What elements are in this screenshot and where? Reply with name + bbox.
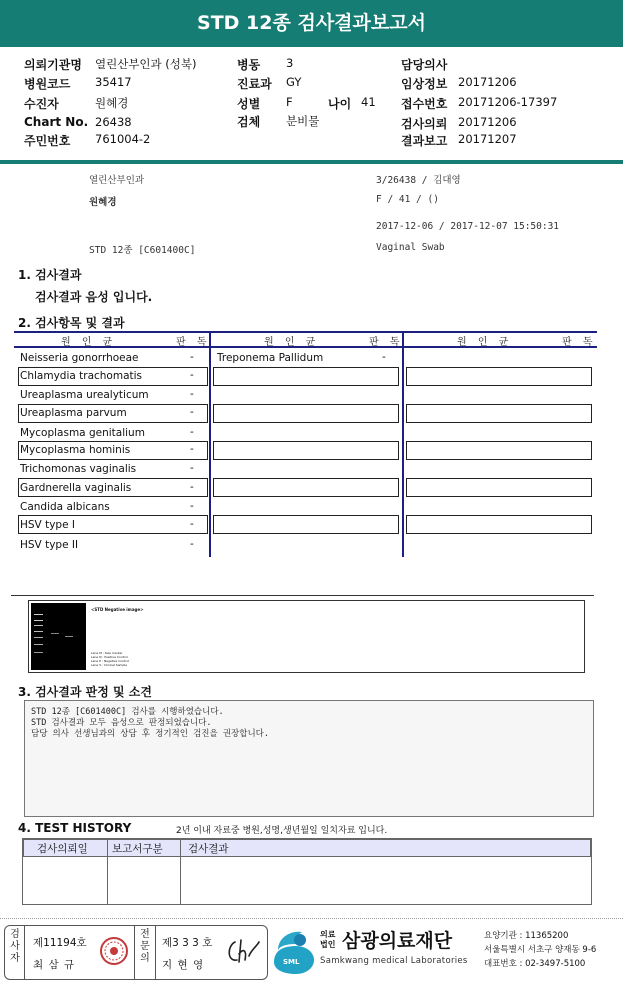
department-label: 진료과 <box>237 77 272 91</box>
report-date-label: 결과보고 <box>401 134 448 148</box>
request-date-label: 검사의뢰 <box>401 117 448 131</box>
table-row: Trichomonas vaginalis <box>20 463 137 475</box>
sml-logo-text: SML <box>283 958 300 966</box>
section3-title: 3. 검사결과 판정 및 소견 <box>18 685 152 699</box>
gel-band <box>65 636 73 637</box>
table-row-result: - <box>190 443 194 455</box>
history-divider <box>107 839 108 904</box>
footer-divider <box>134 926 135 979</box>
specimen-label: 검체 <box>237 115 261 129</box>
opinion-box <box>24 700 594 817</box>
table-row-result: - <box>190 406 194 418</box>
opinion-line: STD 12종 [C601400C] 검사를 시행하였습니다. <box>31 707 224 717</box>
empty-row-box <box>213 367 399 386</box>
history-divider <box>180 839 181 904</box>
ward-label: 병동 <box>237 58 261 72</box>
history-col-report-type: 보고서구분 <box>112 843 163 855</box>
gel-legend-item: Lane N : Positive Control <box>91 655 128 659</box>
patient-label: 수진자 <box>24 97 59 111</box>
signature-icon <box>223 936 263 968</box>
sub-sex-age: F / 41 / () <box>376 194 439 205</box>
table-row: Neisseria gonorrhoeae <box>20 352 139 364</box>
table-row: Gardnerella vaginalis <box>20 482 132 494</box>
specimen-value: 분비물 <box>286 114 320 128</box>
department-value: GY <box>286 75 302 89</box>
empty-row-box <box>406 515 592 534</box>
history-table <box>22 838 592 905</box>
empty-row-box <box>406 478 592 497</box>
org-name-en: Samkwang medical Laboratories <box>320 956 468 966</box>
empty-row-box <box>406 404 592 423</box>
header-pathogen-1: 원 인 균 <box>61 337 117 348</box>
empty-row-box <box>213 404 399 423</box>
gel-band <box>51 633 59 634</box>
gel-band <box>34 625 43 626</box>
gel-title: <STD Negative image> <box>91 607 144 612</box>
gel-top-rule <box>11 595 594 596</box>
history-col-request-date: 검사의뢰일 <box>37 843 88 855</box>
org-address: 서울특별시 서초구 양재동 9-6 <box>484 945 597 955</box>
header-result-1: 판 독 <box>176 337 211 348</box>
age-value: 41 <box>361 95 376 109</box>
empty-row-box <box>406 367 592 386</box>
gel-band <box>34 652 43 653</box>
signature-box <box>4 925 268 980</box>
gel-band <box>34 637 43 638</box>
gel-band <box>34 614 43 615</box>
hospital-code-value: 35417 <box>95 75 132 89</box>
sub-test-code: STD 12종 [C601400C] <box>89 245 196 256</box>
hospital-label: 의뢰기관명 <box>24 58 82 72</box>
table-row-result: - <box>190 369 194 381</box>
table-col-divider-1 <box>209 331 211 557</box>
resident-no-value: 761004-2 <box>95 132 151 146</box>
sub-dates: 2017-12-06 / 2017-12-07 15:50:31 <box>376 221 560 232</box>
specialist-no: 제3 3 3 호 <box>162 937 213 949</box>
table-row: Chlamydia trachomatis <box>20 370 143 382</box>
chart-no-value: 26438 <box>95 115 132 129</box>
header-pathogen-2: 원 인 균 <box>264 337 320 348</box>
sub-hospital: 열린산부인과 <box>89 175 145 186</box>
chart-no-label: Chart No. <box>24 115 89 129</box>
sub-chart-doctor: 3/26438 / 김대영 <box>376 175 461 186</box>
opinion-text <box>31 707 269 740</box>
history-note: 2년 이내 자료중 병원,성명,생년월일 일치자료 입니다. <box>176 826 388 836</box>
doctor-label: 담당의사 <box>401 58 448 72</box>
sex-label: 성별 <box>237 97 261 111</box>
table-row: HSV type II <box>20 539 79 551</box>
hospital-code-label: 병원코드 <box>24 77 71 91</box>
receipt-no-label: 접수번호 <box>401 97 448 111</box>
gel-band <box>34 631 43 632</box>
header-result-2: 판 독 <box>369 337 404 348</box>
report-date-value: 20171207 <box>458 132 517 146</box>
specialist-label: 전문의 <box>140 929 150 964</box>
org-name: 삼광의료재단 <box>342 930 453 952</box>
empty-row-box <box>213 441 399 460</box>
opinion-line: 담당 의사 선생님과의 상담 후 정기적인 검진을 권장합니다. <box>31 729 270 739</box>
table-row: HSV type I <box>20 519 75 531</box>
org-type-1: 의료 <box>320 930 336 939</box>
receipt-no-value: 20171206-17397 <box>458 95 558 109</box>
table-row-result: - <box>190 500 194 512</box>
examiner-label: 검사자 <box>10 929 20 964</box>
table-row: Mycoplasma hominis <box>20 444 131 456</box>
resident-no-label: 주민번호 <box>24 134 71 148</box>
sml-logo-icon <box>272 928 318 976</box>
table-row-result: - <box>190 481 194 493</box>
clinical-info-value: 20171206 <box>458 75 517 89</box>
opinion-line: STD 검사결과 모두 음성으로 판정되었습니다. <box>31 718 212 728</box>
results-table <box>14 331 597 557</box>
sex-value: F <box>286 95 293 109</box>
empty-row-box <box>213 515 399 534</box>
examiner-seal-icon <box>99 936 129 966</box>
header-pathogen-3: 원 인 균 <box>457 337 513 348</box>
empty-row-box <box>406 441 592 460</box>
table-row-result: - <box>382 351 386 363</box>
section1-result: 검사결과 음성 입니다. <box>35 290 153 304</box>
table-col-divider-2 <box>402 331 404 557</box>
ward-value: 3 <box>286 56 294 70</box>
table-row: Ureaplasma urealyticum <box>20 389 149 401</box>
gel-legend-item: Lane S : Clinical Sample <box>91 663 128 667</box>
patient-value: 원혜경 <box>95 96 129 110</box>
footer-divider <box>24 926 25 979</box>
report-title: STD 12종 검사결과보고서 <box>0 0 623 47</box>
table-row-result: - <box>190 351 194 363</box>
examiner-name: 최 삼 규 <box>33 959 76 971</box>
history-header-row <box>23 839 591 857</box>
table-row-result: - <box>190 388 194 400</box>
gel-band <box>34 620 43 621</box>
header-result-3: 판 독 <box>562 337 597 348</box>
gel-legend-item: Lane M : Size marker <box>91 651 123 655</box>
gel-legend <box>91 651 129 667</box>
examiner-no: 제11194호 <box>33 937 87 949</box>
specialist-name: 지 현 영 <box>162 959 205 971</box>
history-col-result: 검사결과 <box>188 843 229 855</box>
table-row-result: - <box>190 518 194 530</box>
table-row-result: - <box>190 462 194 474</box>
facility-no: 요양기관 : 11365200 <box>484 931 569 941</box>
sub-specimen: Vaginal Swab <box>376 242 445 253</box>
table-row: Ureaplasma parvum <box>20 407 127 419</box>
patient-header <box>0 47 623 160</box>
section4-title: 4. TEST HISTORY <box>18 821 132 835</box>
gel-image <box>31 603 86 670</box>
table-row: Mycoplasma genitalium <box>20 427 145 439</box>
gel-frame <box>28 600 585 673</box>
footer-rule <box>0 918 623 919</box>
table-row-result: - <box>190 538 194 550</box>
table-row: Candida albicans <box>20 501 110 513</box>
empty-row-box <box>213 478 399 497</box>
sub-patient: 원혜경 <box>89 197 117 208</box>
request-date-value: 20171206 <box>458 115 517 129</box>
table-row-result: - <box>190 426 194 438</box>
section2-title: 2. 검사항목 및 결과 <box>18 316 125 330</box>
gel-band <box>34 644 43 645</box>
hospital-value: 열린산부인과 (성북) <box>95 57 197 71</box>
clinical-info-label: 임상정보 <box>401 77 448 91</box>
footer-divider <box>155 926 156 979</box>
header-divider <box>0 160 623 164</box>
org-type-2: 법인 <box>320 940 336 949</box>
gel-legend-item: Lane P : Negative Control <box>91 659 130 663</box>
table-row: Treponema Pallidum <box>217 352 324 364</box>
section1-title: 1. 검사결과 <box>18 268 82 282</box>
age-label: 나이 <box>328 97 352 111</box>
org-phone: 대표번호 : 02-3497-5100 <box>484 959 586 969</box>
